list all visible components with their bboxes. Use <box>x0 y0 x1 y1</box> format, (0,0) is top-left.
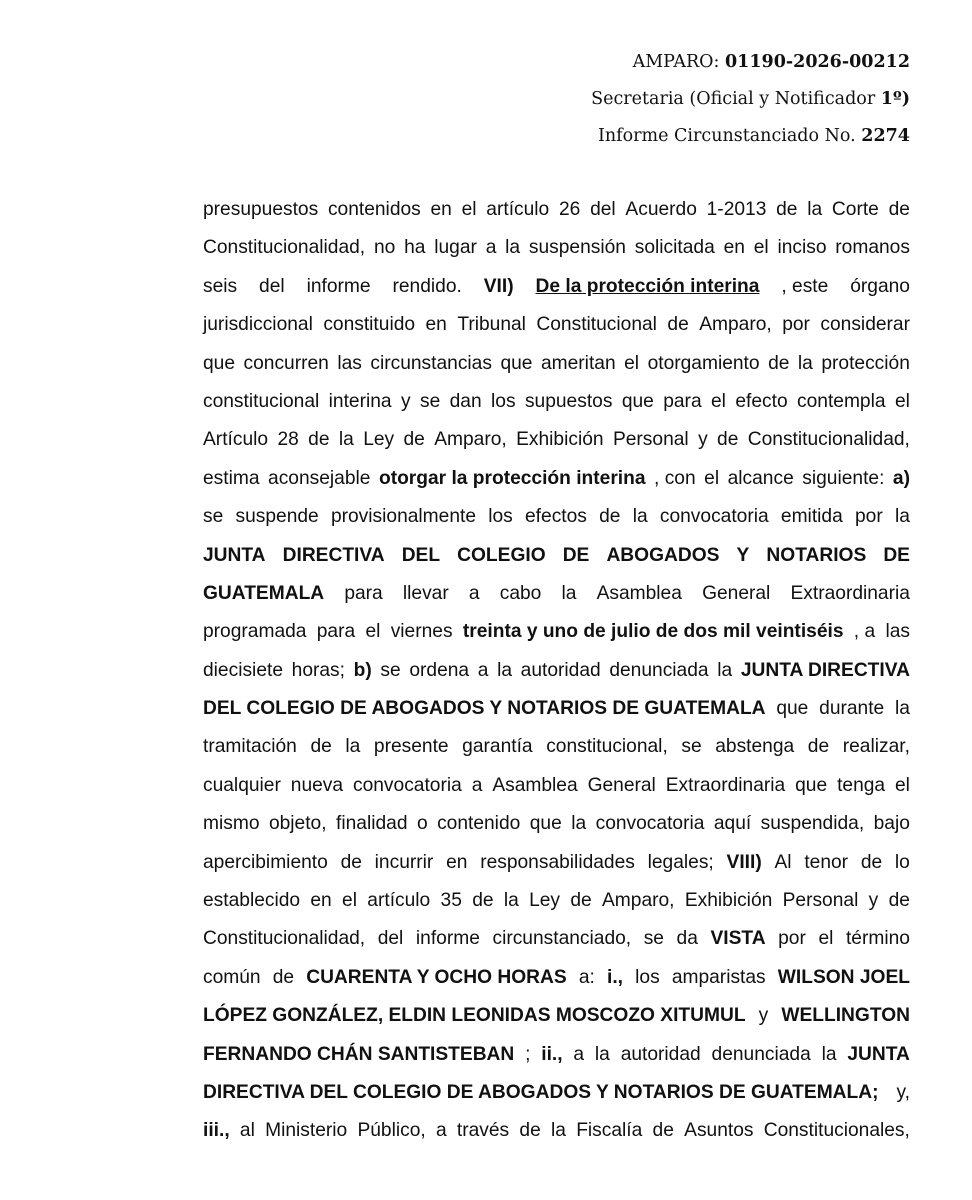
body-word: da <box>676 928 698 950</box>
body-word: alcance <box>727 467 794 489</box>
body-word: ameritan <box>540 352 616 374</box>
body-word: iii., <box>203 1120 230 1142</box>
body-word: autoridad <box>520 659 601 681</box>
body-word: las <box>885 621 910 643</box>
body-word: convocatoria <box>659 506 769 528</box>
body-word: a <box>485 237 497 259</box>
body-word: para <box>344 582 383 604</box>
body-word: los <box>491 390 516 412</box>
body-word: y, <box>896 1081 910 1103</box>
body-word: aquí <box>713 813 752 835</box>
body-word: JUNTA <box>203 544 266 566</box>
document-header <box>591 44 910 155</box>
body-word: LÓPEZ GONZÁLEZ, ELDIN LEONIDAS MOSCOZO XITUMUL <box>203 1005 746 1027</box>
body-word: tenga <box>837 774 886 796</box>
body-word: considerar <box>820 314 910 336</box>
body-line <box>203 268 910 306</box>
body-word: del <box>259 275 285 297</box>
amparo-label: AMPARO: <box>632 52 720 72</box>
body-word: de <box>717 429 739 451</box>
body-line <box>203 920 910 958</box>
body-line <box>203 844 910 882</box>
body-line <box>203 460 910 498</box>
body-word: de <box>860 851 883 873</box>
body-word: Amparo, <box>602 890 675 912</box>
body-word: del <box>590 199 616 220</box>
body-word: abstenga <box>715 736 795 758</box>
body-word: concurren <box>243 352 329 374</box>
body-word: y <box>868 890 879 912</box>
body-word: informe <box>306 275 371 297</box>
body-word: Y <box>736 544 750 566</box>
body-word: efecto <box>735 390 788 412</box>
body-word: constituido <box>323 314 416 336</box>
body-word: denunciada <box>711 1043 811 1065</box>
body-word: en <box>723 237 745 259</box>
body-word: ordena <box>409 659 470 681</box>
body-word: tramitación <box>203 736 297 758</box>
body-line <box>203 537 910 575</box>
body-line <box>203 1036 910 1074</box>
body-word: de <box>570 890 592 912</box>
body-word: se <box>380 659 401 681</box>
body-word: Amparo, <box>699 314 772 336</box>
body-word: jurisdiccional <box>203 314 313 336</box>
informe-text: Informe Circunstanciado No. <box>597 126 856 146</box>
body-word: i., <box>607 966 623 988</box>
body-word: el <box>753 237 769 259</box>
body-word: de <box>519 1120 541 1142</box>
body-word: a: <box>578 966 595 988</box>
body-word: General <box>587 774 656 796</box>
body-word: durante <box>819 698 885 720</box>
body-word: los <box>488 506 513 528</box>
body-word: VII) <box>483 275 514 297</box>
informe-number: 2274 <box>861 126 910 146</box>
body-word: la <box>797 352 813 374</box>
body-word: en <box>425 314 447 336</box>
body-word: DE <box>883 544 910 566</box>
body-word: o <box>416 813 428 835</box>
body-word: para <box>316 621 356 643</box>
body-word: y <box>400 390 411 412</box>
body-word: el <box>365 621 381 643</box>
body-word: la <box>503 890 519 912</box>
body-word: informe <box>415 928 480 950</box>
body-word: la <box>632 506 648 528</box>
body-word: ha <box>404 237 426 259</box>
body-word: rendido. <box>392 275 462 297</box>
body-word: aconsejable <box>268 467 371 489</box>
body-word: en <box>446 851 468 873</box>
body-word: treinta y uno de julio de dos mil veintiséis <box>462 621 844 643</box>
body-word: de <box>272 966 295 988</box>
body-word: se <box>681 736 702 758</box>
body-word: en <box>310 890 332 912</box>
body-line <box>203 421 910 459</box>
body-word: , con <box>654 467 696 489</box>
body-word: de <box>599 506 621 528</box>
body-word: convocatoria <box>353 774 462 796</box>
body-word: bajo <box>873 813 910 835</box>
body-word: órgano <box>850 275 910 297</box>
body-word: por <box>782 314 810 336</box>
body-word: de <box>667 314 689 336</box>
body-word: que <box>621 390 654 412</box>
body-word: de <box>888 890 910 912</box>
body-word: interina <box>328 390 392 412</box>
body-word: seis <box>203 275 238 297</box>
body-word: Constitucional <box>536 314 657 336</box>
body-word: Acuerdo <box>625 199 697 220</box>
body-word: circunstancias <box>370 352 492 374</box>
body-word: que <box>203 352 236 374</box>
body-word: no <box>373 237 396 259</box>
secretaria-line <box>591 81 910 118</box>
body-word: constitucional <box>203 390 320 412</box>
body-word: la <box>821 1043 837 1065</box>
body-word: de <box>768 352 790 374</box>
body-word: el <box>894 390 910 412</box>
body-word: Ministerio <box>265 1120 348 1142</box>
body-word: de <box>308 429 330 451</box>
body-word: el <box>624 352 640 374</box>
body-word: la <box>561 582 577 604</box>
body-word: otorgamiento <box>647 352 760 374</box>
body-word: Constitucionalidad, <box>203 928 366 950</box>
body-word: emitida <box>780 506 843 528</box>
body-word: 26 <box>558 199 581 220</box>
body-word: FERNANDO CHÁN SANTISTEBAN <box>203 1043 515 1065</box>
body-line <box>203 728 910 766</box>
body-word: tenor <box>804 851 849 873</box>
body-word: lo <box>894 851 910 873</box>
body-word: otorgar la protección interina <box>378 467 646 489</box>
body-word: contempla <box>797 390 886 412</box>
body-word: 28 <box>277 429 299 451</box>
body-word: la <box>551 1120 566 1142</box>
body-word: Asamblea <box>596 582 682 604</box>
body-word: la <box>497 659 513 681</box>
secretaria-number: 1º) <box>880 89 910 109</box>
body-word: a <box>471 774 483 796</box>
body-word: JUNTA DIRECTIVA <box>740 659 910 681</box>
body-word: , este <box>781 275 829 297</box>
body-word: la <box>894 506 910 528</box>
body-word: y <box>758 1005 769 1027</box>
body-word: autoridad <box>620 1043 701 1065</box>
body-word: Ley <box>363 429 395 451</box>
body-word: a <box>477 659 489 681</box>
body-word: mismo <box>203 813 260 835</box>
body-word: nueva <box>290 774 344 796</box>
body-word: de <box>403 429 425 451</box>
body-word: la <box>338 429 354 451</box>
body-word: por <box>778 928 806 950</box>
body-word: presupuestos <box>203 199 319 220</box>
body-word: artículo <box>486 199 550 220</box>
body-word: en <box>430 199 452 220</box>
body-word: Amparo, <box>434 429 507 451</box>
body-word: garantía <box>462 736 533 758</box>
body-word: la <box>345 736 361 758</box>
body-word: de <box>310 736 332 758</box>
body-word: GUATEMALA <box>203 582 325 604</box>
body-word: DIRECTIVA DEL COLEGIO DE ABOGADOS Y NOTARIOS DE GUATEMALA; <box>203 1081 879 1103</box>
body-word: Tribunal <box>457 314 526 336</box>
body-line <box>203 613 910 651</box>
body-word: Asuntos <box>684 1120 754 1142</box>
body-word: programada <box>203 621 307 643</box>
body-word: Fiscalía <box>576 1120 643 1142</box>
body-word: De la protección interina <box>535 275 760 297</box>
body-word: el <box>711 390 726 412</box>
body-line <box>203 306 910 344</box>
body-word: a <box>573 1043 585 1065</box>
body-word: que <box>776 698 809 720</box>
body-word: WILSON JOEL <box>777 966 910 988</box>
body-word: Personal <box>612 429 689 451</box>
body-word: el <box>704 467 720 489</box>
body-word: DE <box>562 544 590 566</box>
body-word: romanos <box>835 237 910 259</box>
body-word: , a <box>853 621 876 643</box>
body-word: estima <box>203 467 260 489</box>
body-word: contenido <box>437 813 521 835</box>
body-word: General <box>702 582 771 604</box>
body-word: DEL COLEGIO DE ABOGADOS Y NOTARIOS DE GUATEMALA <box>203 698 766 720</box>
body-line <box>203 690 910 728</box>
body-word: contenidos <box>327 199 421 220</box>
document-body <box>203 191 910 1151</box>
body-line <box>203 1074 910 1112</box>
body-line <box>203 1112 910 1150</box>
body-line <box>203 498 910 536</box>
body-word: VISTA <box>710 928 766 950</box>
body-word: inciso <box>777 237 827 259</box>
body-word: el <box>818 928 834 950</box>
body-word: Personal <box>782 890 859 912</box>
body-word: establecido <box>203 890 301 912</box>
body-word: siguiente: <box>802 467 885 489</box>
body-word: Público, <box>357 1120 426 1142</box>
body-word: de <box>340 851 362 873</box>
body-word: Artículo <box>203 429 269 451</box>
body-word: constitucional, <box>546 736 668 758</box>
body-word: CUARENTA Y OCHO HORAS <box>306 966 567 988</box>
body-word: supuestos <box>524 390 613 412</box>
amparo-line <box>591 44 910 81</box>
body-word: que <box>795 774 828 796</box>
body-word: incurrir <box>374 851 434 873</box>
body-word: VIII) <box>726 851 762 873</box>
body-word: Constitucionalidad, <box>203 237 366 259</box>
body-word: se <box>643 928 664 950</box>
body-word: través <box>456 1120 510 1142</box>
body-word: 35 <box>440 890 462 912</box>
body-line <box>203 959 910 997</box>
body-word: provisionalmente <box>330 506 477 528</box>
body-word: la <box>571 813 587 835</box>
body-word: diecisiete <box>203 659 283 681</box>
body-word: Constitucionales, <box>763 1120 910 1142</box>
body-word: del <box>377 928 404 950</box>
body-word: de <box>652 1120 674 1142</box>
body-word: denunciada <box>609 659 709 681</box>
body-word: y <box>698 429 708 451</box>
body-word: de <box>472 890 494 912</box>
body-word: la <box>895 698 910 720</box>
body-line <box>203 997 910 1035</box>
body-word: DIRECTIVA <box>282 544 385 566</box>
body-word: común <box>203 966 261 988</box>
body-word: ; <box>525 1043 531 1065</box>
body-word: Asamblea <box>492 774 578 796</box>
body-word: al <box>239 1120 255 1142</box>
body-word: la <box>807 199 823 220</box>
body-word: que <box>529 813 562 835</box>
body-word: a <box>435 1120 447 1142</box>
body-line <box>203 575 910 613</box>
body-word: efectos <box>525 506 587 528</box>
body-word: la <box>505 237 521 259</box>
body-line <box>203 345 910 383</box>
body-word: WELLINGTON <box>781 1005 910 1027</box>
body-word: convocatoria <box>595 813 705 835</box>
body-word: de <box>776 199 798 220</box>
body-line <box>203 882 910 920</box>
body-word: b) <box>353 659 372 681</box>
body-word: a <box>468 582 480 604</box>
body-word: circunstanciado, <box>492 928 632 950</box>
body-word: dan <box>449 390 482 412</box>
body-word: amparistas <box>671 966 766 988</box>
body-word: Extraordinaria <box>790 582 910 604</box>
body-word: cabo <box>499 582 542 604</box>
body-word: Constitucionalidad, <box>747 429 910 451</box>
body-word: Al <box>774 851 792 873</box>
body-word: suspende <box>235 506 319 528</box>
body-word: apercibimiento <box>203 851 328 873</box>
body-word: de <box>888 199 910 220</box>
body-word: llevar <box>402 582 449 604</box>
body-word: objeto, <box>268 813 327 835</box>
body-word: JUNTA <box>847 1043 910 1065</box>
body-word: suspensión <box>528 237 626 259</box>
body-word: término <box>845 928 910 950</box>
amparo-number: 01190-2026-00212 <box>725 52 910 72</box>
body-line <box>203 767 910 805</box>
body-word: Exhibición <box>684 890 773 912</box>
body-word: el <box>895 774 910 796</box>
body-word: presente <box>373 736 449 758</box>
body-word: por <box>855 506 883 528</box>
body-word: ABOGADOS <box>606 544 720 566</box>
body-word: los <box>635 966 660 988</box>
body-word: que <box>500 352 533 374</box>
body-word: Corte <box>831 199 879 220</box>
body-word: Extraordinaria <box>665 774 786 796</box>
body-word: DEL <box>401 544 441 566</box>
body-word: las <box>337 352 362 374</box>
body-line <box>203 805 910 843</box>
informe-line <box>591 118 910 155</box>
body-line <box>203 191 910 229</box>
body-word: horas; <box>291 659 345 681</box>
body-word: el <box>342 890 357 912</box>
body-word: responsabilidades <box>480 851 635 873</box>
body-word: artículo <box>367 890 431 912</box>
body-word: ii., <box>541 1043 563 1065</box>
body-word: el <box>461 199 477 220</box>
body-word: a) <box>892 467 910 489</box>
body-word: solicitada <box>634 237 715 259</box>
body-word: 1-2013 <box>706 199 767 220</box>
body-word: Exhibición <box>516 429 604 451</box>
body-word: COLEGIO <box>457 544 546 566</box>
body-word: realizar, <box>842 736 910 758</box>
body-word: legales; <box>647 851 714 873</box>
body-word: lugar <box>434 237 477 259</box>
body-word: para <box>663 390 702 412</box>
body-word: la <box>594 1043 610 1065</box>
body-line <box>203 652 910 690</box>
body-word: se <box>203 506 224 528</box>
body-word: se <box>419 390 441 412</box>
body-line <box>203 383 910 421</box>
body-word: suspendida, <box>760 813 865 835</box>
body-word: cualquier <box>203 774 281 796</box>
body-word: la <box>717 659 733 681</box>
body-word: protección <box>821 352 910 374</box>
body-line <box>203 229 910 267</box>
body-word: viernes <box>390 621 453 643</box>
body-word: finalidad <box>336 813 408 835</box>
body-word: NOTARIOS <box>766 544 867 566</box>
secretaria-text: Secretaria (Oficial y Notificador <box>591 89 876 109</box>
body-word: Ley <box>529 890 561 912</box>
body-word: de <box>807 736 830 758</box>
